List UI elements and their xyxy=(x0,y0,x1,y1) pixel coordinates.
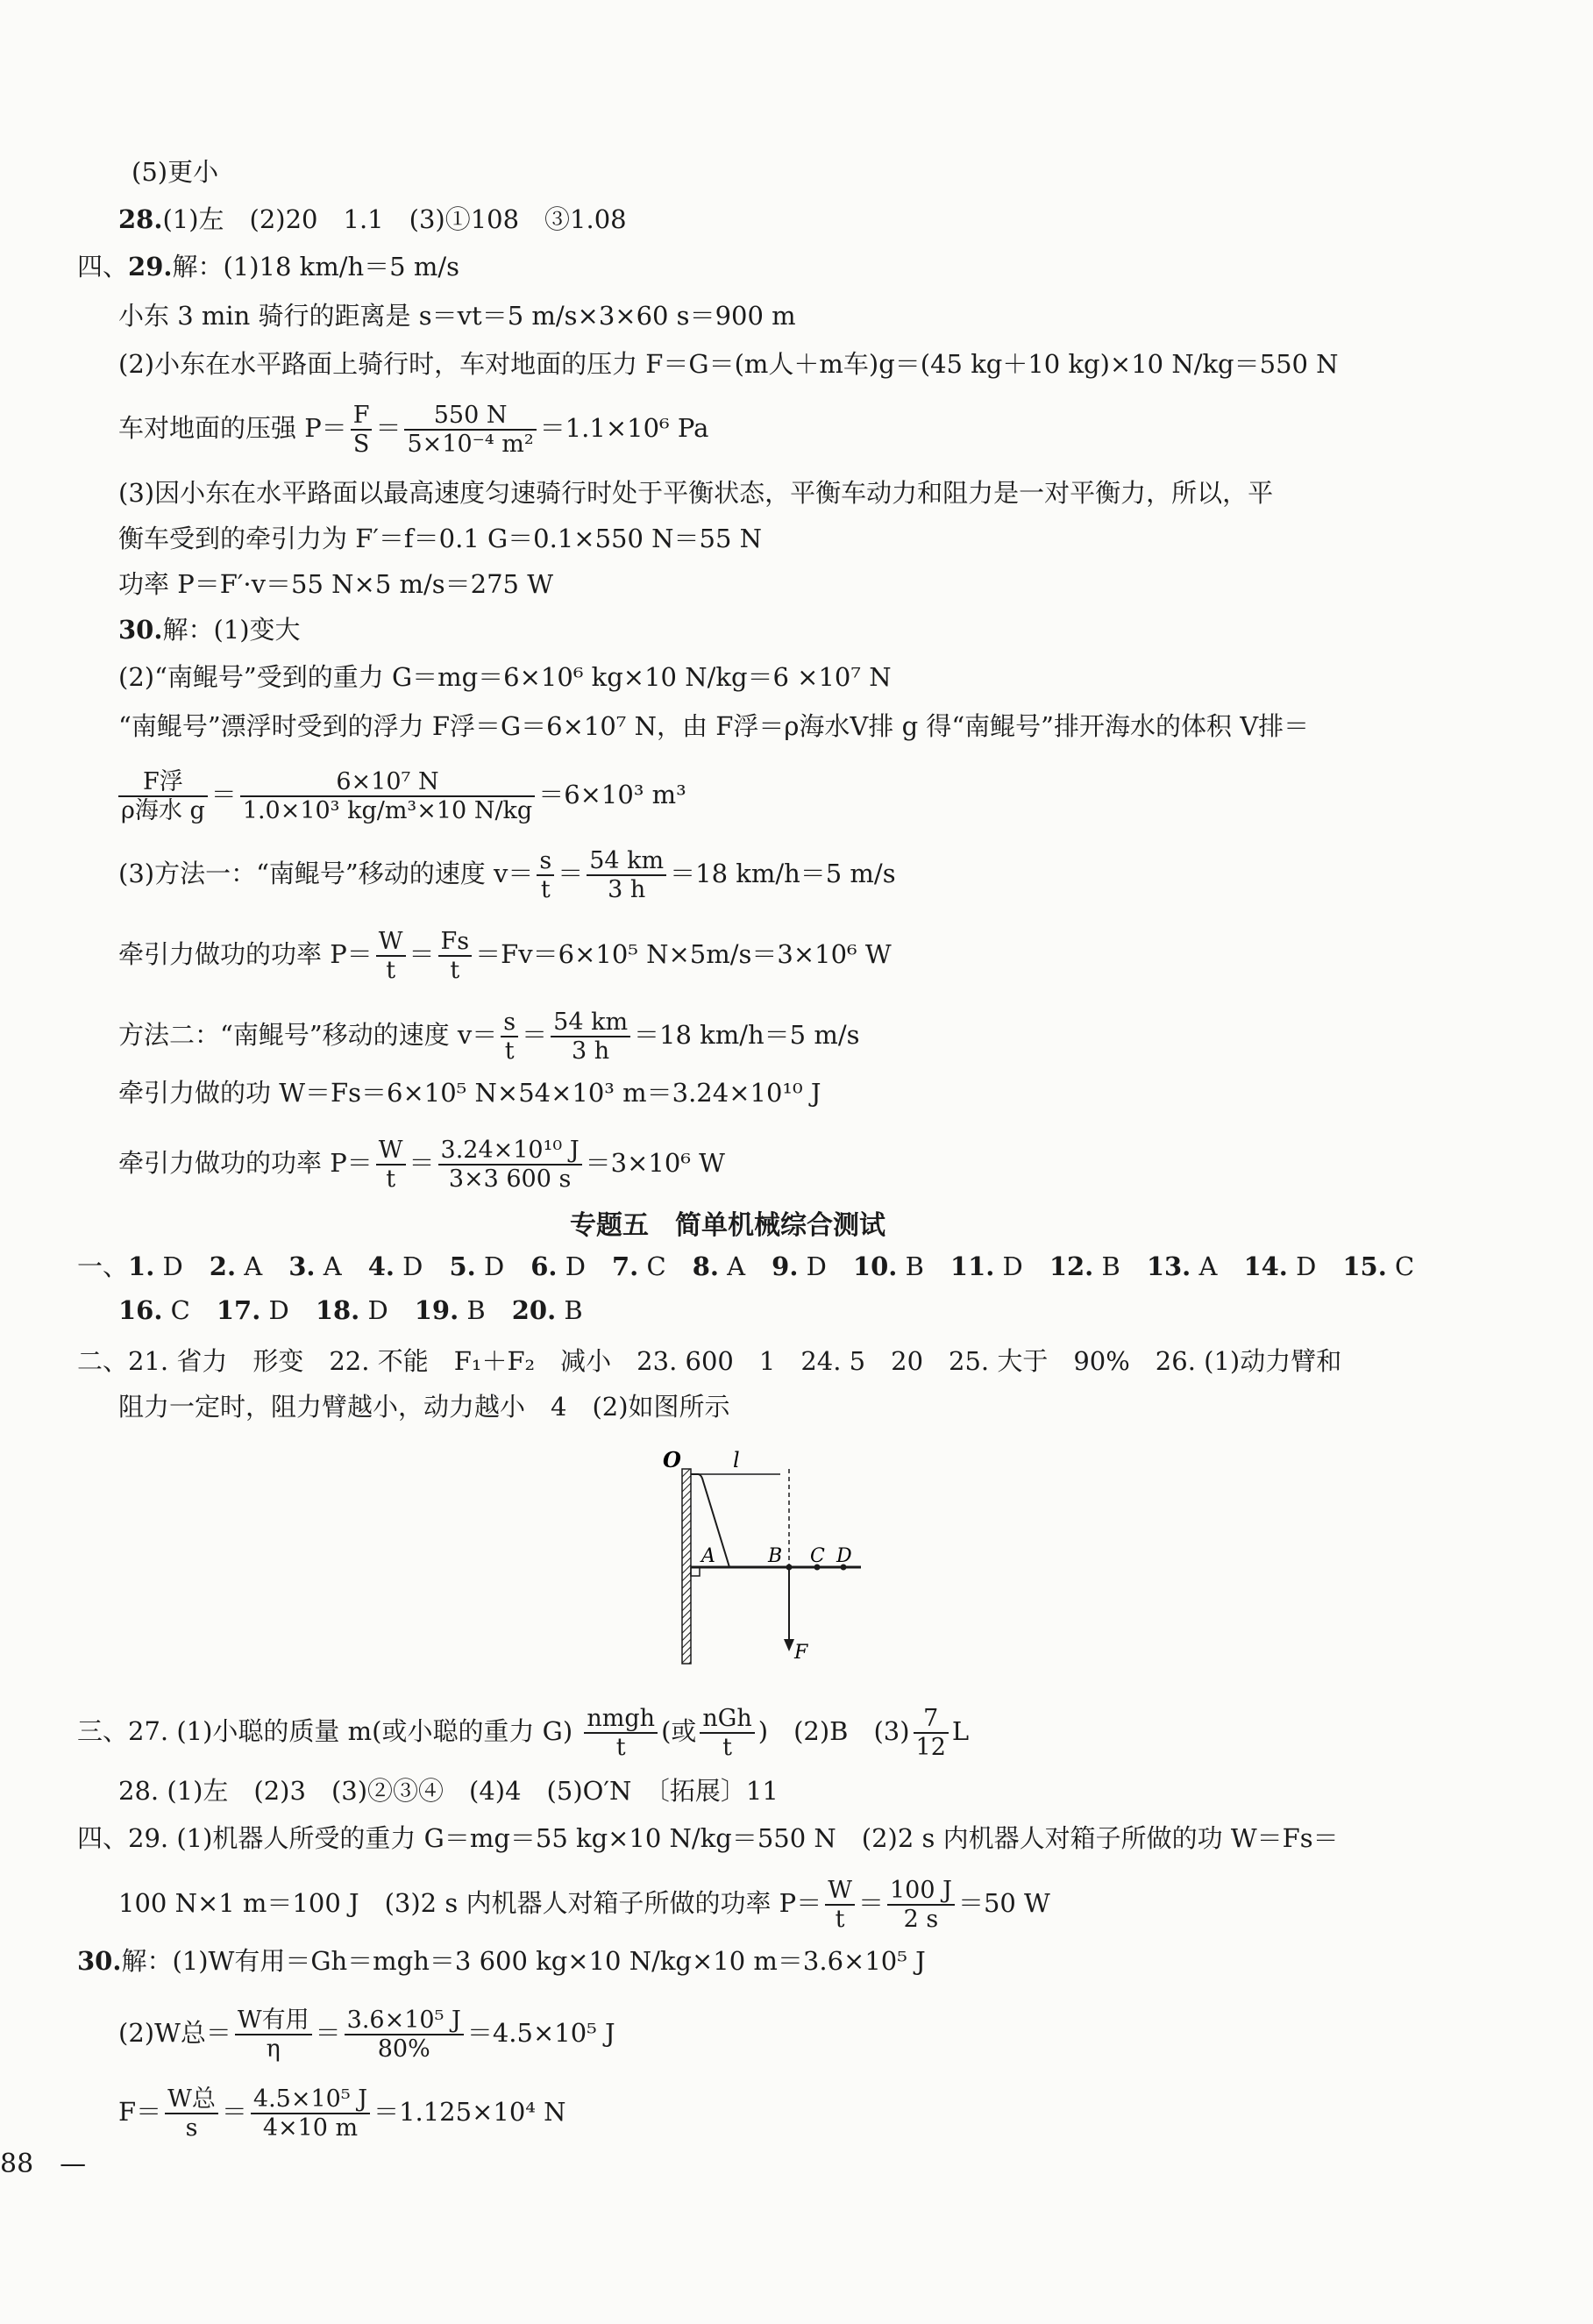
answer-29-line-1: 四、29.解：(1)18 km/h＝5 m/s xyxy=(77,252,460,282)
answer-29-line-6: 衡车受到的牵引力为 F′＝f＝0.1 G＝0.1×550 N＝55 N xyxy=(118,524,763,553)
mc-answer: 6. D xyxy=(530,1251,586,1281)
mc-answer: 2. A xyxy=(209,1251,263,1281)
mc-answer: 14. D xyxy=(1243,1251,1317,1281)
method-1-power: 牵引力做功的功率 P＝ $\frac{W}{t}$ ＝ $\frac{Fs}{t}$ ＝Fv＝6×10⁵ N×5m/s＝3×10⁶ W xyxy=(118,928,892,985)
fraction: $\frac{\text{3.24×10¹⁰ J}}{3\times 3 600 s}$ xyxy=(438,1137,582,1193)
point-B xyxy=(786,1565,793,1571)
mc-answer: 7. C xyxy=(611,1251,666,1281)
answer-30-line-3: “南鲲号”漂浮时受到的浮力 F浮＝G＝6×10⁷ N，由 F浮＝ρ海水V排 g 得“南鲲号”排开海水的体积 V排＝ xyxy=(118,711,1310,741)
mc-answer: 20. B xyxy=(511,1295,583,1325)
calc-30-line-1: 30.解：(1)W有用＝Gh＝mgh＝3 600 kg×10 N/kg×10 m＝3.6×10⁵ J xyxy=(77,1946,926,1976)
fraction: $\frac{s}{t}$ xyxy=(501,1009,518,1065)
mc-answer: 18. D xyxy=(315,1295,388,1325)
label-F: F xyxy=(794,1642,808,1664)
answer-line: (5)更小 xyxy=(132,157,219,187)
label-A: A xyxy=(701,1545,715,1567)
fraction: $\frac{W}{t}$ xyxy=(376,1137,406,1193)
section-title: 专题五 简单机械综合测试 xyxy=(570,1210,885,1241)
mc-answer: 17. D xyxy=(216,1295,289,1325)
arrow-head-icon xyxy=(784,1639,794,1651)
fraction: $\frac{W}{t}$ xyxy=(376,928,406,984)
wall xyxy=(682,1469,691,1664)
label-O: O xyxy=(663,1447,681,1472)
answer-29-line-3: (2)小东在水平路面上骑行时，车对地面的压力 F＝G＝(m人＋m车)g＝(45 kg＋10 kg)×10 N/kg＝550 N xyxy=(118,349,1339,379)
mc-answer: 19. B xyxy=(414,1295,486,1325)
fraction: $\frac{\text{W有用}}{\eta}$ xyxy=(235,2007,312,2063)
label-D: D xyxy=(836,1545,852,1567)
mc-answer: 5. D xyxy=(449,1251,505,1281)
mc-answer: 10. B xyxy=(852,1251,924,1281)
label-B: B xyxy=(768,1545,783,1567)
calc-29-line-2: 100 N×1 m＝100 J (3)2 s 内机器人对箱子所做的功率 P＝ $\frac{W}{t}$ ＝ $\frac{100 J}{2 s}$ ＝50 W xyxy=(118,1877,1050,1934)
mc-answers-row-2 xyxy=(118,1293,609,1328)
mc-answers-row-1: 一、1. D 2. A 3. A 4. D 5. D 6. D 7. C 8. A 9. D 10. B 11. D 12. B 13. A 14. D 15. C xyxy=(77,1251,1415,1281)
fraction: $\frac{7}{12}$ xyxy=(914,1705,949,1761)
mc-answer: 4. D xyxy=(367,1251,423,1281)
fill-answers-line-2: 阻力一定时，阻力臂越小，动力越小 4 (2)如图所示 xyxy=(118,1392,730,1422)
label-l: l xyxy=(733,1448,740,1472)
method-2-speed: 方法二：“南鲲号”移动的速度 v＝ $\frac{s}{t}$ ＝ $\frac{54 km}{3 h}$ ＝18 km/h＝5 m/s xyxy=(118,1009,860,1066)
mc-answer: 8. A xyxy=(692,1251,746,1281)
fraction: $\frac{54 km}{3 h}$ xyxy=(551,1009,630,1065)
mc-answer: 3. A xyxy=(288,1251,342,1281)
answer-30-line-2: (2)“南鲲号”受到的重力 G＝mg＝6×10⁶ kg×10 N/kg＝6 ×10⁷ N xyxy=(118,662,892,692)
fraction: $\frac{\text{nGh}}{t}$ xyxy=(700,1705,754,1761)
fraction: $\frac{54 km}{3 h}$ xyxy=(587,847,666,903)
experiment-28: 28. (1)左 (2)3 (3)②③④ (4)4 (5)O′N 〔拓展〕11 xyxy=(118,1776,779,1806)
fraction: $\frac{100 J}{2 s}$ xyxy=(887,1877,955,1933)
answer-30-line-1: 30.解：(1)变大 xyxy=(118,615,301,645)
fraction: $\frac{Fs}{t}$ xyxy=(438,928,473,984)
mc-answer: 1. D xyxy=(128,1251,183,1281)
lever-diagram xyxy=(649,1443,894,1671)
method-2-power: 牵引力做功的功率 P＝ $\frac{W}{t}$ ＝ $\frac{\text{3.24×10¹⁰ J}}{3\times 3 600 s}$ ＝3×10⁶ W xyxy=(118,1137,725,1194)
calc-30-force: F＝ $\frac{\text{W总}}{s}$ ＝ $\frac{\text{4.5×10⁵ J}}{4\times 10 m}$ ＝1.125×10⁴ N xyxy=(118,2085,566,2142)
experiment-27: 三、27. (1)小聪的质量 m(或小聪的重力 G) $\frac{\text{nmgh}}{t}$ (或 $\frac{\text{nGh}}{t}$ ) (2)B (3) $\frac{7}{12}$ L xyxy=(77,1705,970,1762)
fraction: $\frac{\text{3.6×10⁵ J}}{80\%}$ xyxy=(345,2007,464,2063)
fraction: $\frac{\text{4.5×10⁵ J}}{4\times 10 m}$ xyxy=(251,2085,370,2142)
label-C: C xyxy=(810,1545,825,1567)
answer-28: 28.(1)左 (2)20 1.1 (3)①108 ③1.08 xyxy=(118,204,627,234)
answer-29-line-5: (3)因小东在水平路面以最高速度匀速骑行时处于平衡状态，平衡车动力和阻力是一对平衡力，所以，平 xyxy=(118,478,1274,508)
page-number: 88 — xyxy=(0,2149,87,2179)
mc-answer: 13. A xyxy=(1146,1251,1218,1281)
fraction: $\frac{\text{F浮}}{\text{ρ海水 g}}$ xyxy=(118,768,208,824)
fraction: $\frac{\text{nmgh}}{t}$ xyxy=(584,1705,658,1761)
fraction: $\frac{F}{S}$ xyxy=(351,402,373,458)
answer-29-line-7: 功率 P＝F′·v＝55 N×5 m/s＝275 W xyxy=(118,569,554,599)
fraction: $\frac{\text{W总}}{s}$ xyxy=(165,2085,218,2142)
fraction: $\frac{s}{t}$ xyxy=(537,847,554,903)
fraction: $\frac{550 N}{\text{5×10⁻⁴ m²}}$ xyxy=(404,402,536,458)
calc-30-total-work: (2)W总＝ $\frac{\text{W有用}}{\eta}$ ＝ $\frac{\text{3.6×10⁵ J}}{80\%}$ ＝4.5×10⁵ J xyxy=(118,2007,615,2064)
method-1-speed: (3)方法一：“南鲲号”移动的速度 v＝ $\frac{s}{t}$ ＝ $\frac{54 km}{3 h}$ ＝18 km/h＝5 m/s xyxy=(118,847,896,904)
mc-answer: 16. C xyxy=(118,1295,190,1325)
answer-30-volume: $\frac{\text{F浮}}{\text{ρ海水 g}}$ ＝ $\frac{\text{6×10⁷ N}}{\text{1.0×10³ kg/m³×10 N/kg}}$ ＝6×10³ m³ xyxy=(118,768,686,824)
mc-answer: 11. D xyxy=(949,1251,1023,1281)
method-2-work: 牵引力做的功 W＝Fs＝6×10⁵ N×54×10³ m＝3.24×10¹⁰ J xyxy=(118,1078,821,1108)
fraction: $\frac{\text{6×10⁷ N}}{\text{1.0×10³ kg/m³×10 N/kg}}$ xyxy=(240,768,535,824)
fill-answers-line-1: 二、21. 省力 形变 22. 不能 F₁＋F₂ 减小 23. 600 1 24. 5 20 25. 大于 90% 26. (1)动力臂和 xyxy=(77,1346,1342,1376)
mc-answer: 9. D xyxy=(772,1251,827,1281)
answer-29-line-2: 小东 3 min 骑行的距离是 s＝vt＝5 m/s×3×60 s＝900 m xyxy=(118,301,796,331)
fraction: $\frac{W}{t}$ xyxy=(825,1877,855,1933)
answer-29-pressure: 车对地面的压强 P＝ $\frac{F}{S}$ ＝ $\frac{550 N}{\text{5×10⁻⁴ m²}}$ ＝1.1×10⁶ Pa xyxy=(118,402,709,459)
calc-29-line-1: 四、29. (1)机器人所受的重力 G＝mg＝55 kg×10 N/kg＝550 N (2)2 s 内机器人对箱子所做的功 W＝Fs＝ xyxy=(77,1823,1339,1853)
mc-answer: 15. C xyxy=(1342,1251,1415,1281)
mc-answer: 12. B xyxy=(1049,1251,1120,1281)
